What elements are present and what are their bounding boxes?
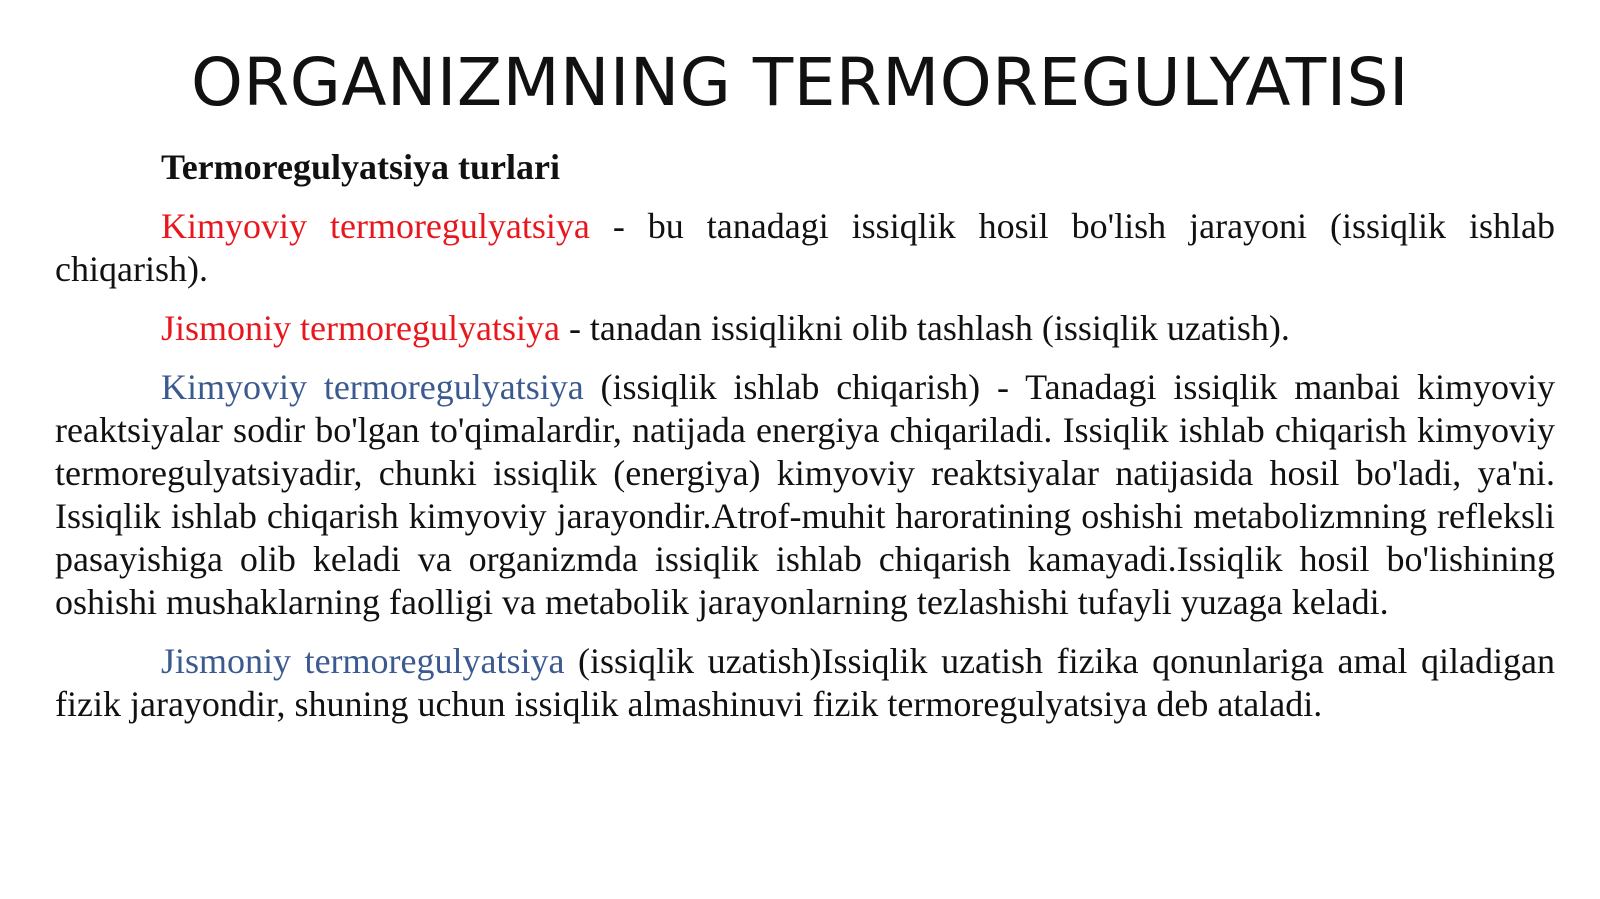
paragraph-physical-definition [55,307,1555,350]
paragraph-chemical-definition [55,205,1555,291]
term-chemical: Kimyoviy termoregulyatsiya [161,206,590,246]
paragraph-text: - tanadan issiqlikni olib tashlash (issiqlik uzatish). [559,308,1290,348]
subheading: Termoregulyatsiya turlari [161,147,560,187]
term-physical: Jismoniy termoregulyatsiya [161,641,565,681]
term-chemical: Kimyoviy termoregulyatsiya [161,367,584,407]
slide-title: ORGANIZMNING TERMOREGULYATISI [190,44,1410,121]
paragraph-text: (issiqlik uzatish)Issiqlik uzatish fizika qonunlariga amal qiladigan fizik jarayondir, shuning uchun issiqlik almashinuvi fizik termoregulyatsiya deb ataladi. [55,641,1556,724]
paragraph-text: - bu tanadagi issiqlik hosil bo'lish jarayoni (issiqlik ishlab chiqarish). [55,206,1555,289]
slide-body [55,146,1555,726]
paragraph-physical-explanation [55,640,1555,726]
paragraph-chemical-explanation [55,366,1555,624]
paragraph-text: (issiqlik ishlab chiqarish) - Tanadagi issiqlik manbai kimyoviy reaktsiyalar sodir bo'lgan to'qimalardir, natijada energiya chiqariladi. Issiqlik ishlab chiqarish kimyoviy termoregulyatsiyadir, chunki issiqlik (energiya) kimyoviy reaktsiyalar natijasida hosil bo'ladi, ya'ni. Issiqlik ishlab chiqarish kimyoviy jarayondir.Atrof-muhit haroratining oshishi metabolizmning refleksli pasayishiga olib keladi va organizmda issiqlik ishlab chiqarish kamayadi.Issiqlik hosil bo'lishining oshishi mushaklarning faolligi va metabolik jarayonlarning tezlashishi tufayli yuzaga keladi. [55,367,1555,622]
term-physical: Jismoniy termoregulyatsiya [161,308,560,348]
